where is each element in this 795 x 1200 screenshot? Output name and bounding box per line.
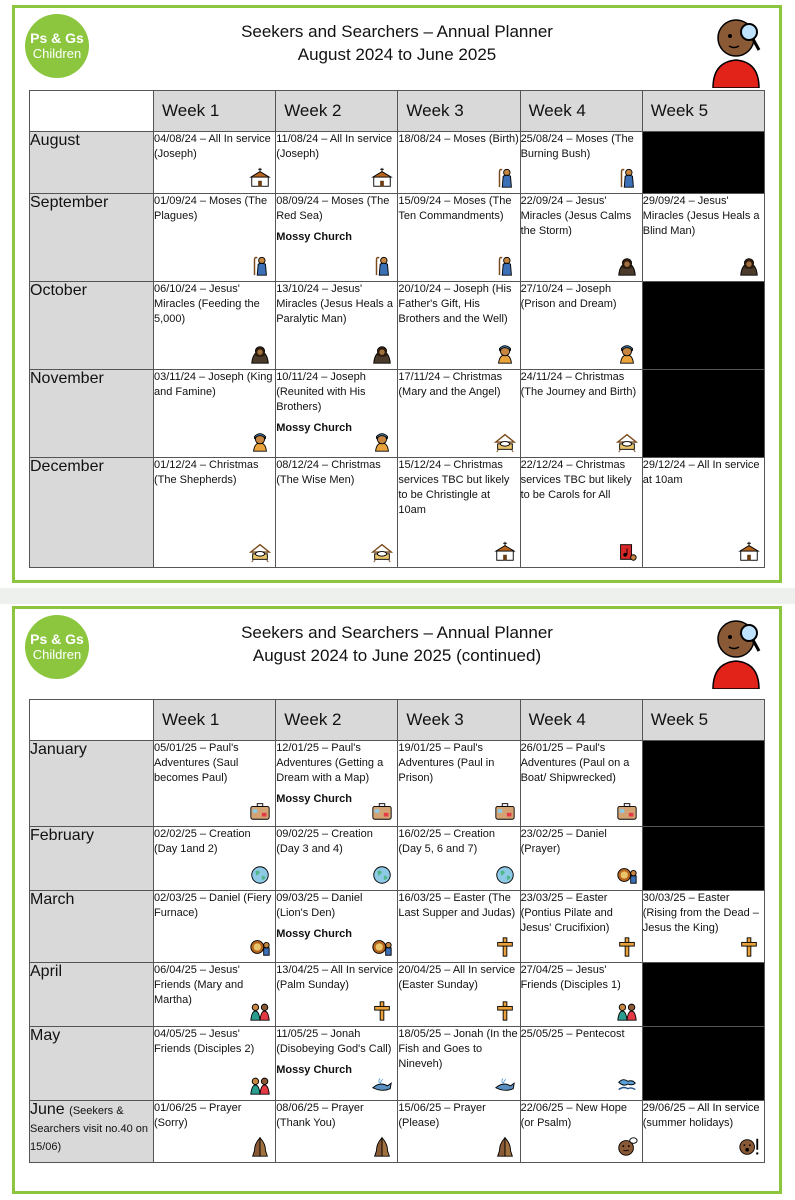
ps-gs-children-logo	[25, 14, 89, 78]
session-cell	[154, 963, 276, 1027]
session-text: 25/08/24 – Moses (The Burning Bush)	[520, 133, 634, 160]
session-text: 29/09/24 – Jesus' Miracles (Jesus Heals a Blind Man)	[642, 195, 760, 237]
session-cell	[520, 194, 642, 282]
session-cell	[642, 1101, 764, 1163]
month-row	[30, 827, 765, 891]
session-cell	[154, 458, 276, 568]
month-row	[30, 282, 765, 370]
blocked-cell	[642, 741, 764, 827]
session-text: 23/03/25 – Easter (Pontius Pilate and Jesus' Crucifixion)	[520, 892, 613, 934]
session-cell	[276, 1027, 398, 1101]
joseph-icon	[371, 431, 393, 453]
title-line-2: August 2024 to June 2025	[297, 45, 497, 64]
joseph-icon	[616, 343, 638, 365]
session-cell	[154, 891, 276, 963]
week-header: Week 4	[520, 91, 642, 132]
friends-icon	[249, 1000, 271, 1022]
page-title	[145, 621, 649, 667]
title-line-1: Seekers and Searchers – Annual Planner	[241, 22, 553, 41]
jesus-icon	[616, 255, 638, 277]
month-name: April	[30, 963, 63, 980]
manger-icon	[616, 431, 638, 453]
session-text: 04/05/25 – Jesus' Friends (Disciples 2)	[154, 1028, 255, 1055]
session-cell	[154, 1027, 276, 1101]
session-text: 09/03/25 – Daniel (Lion's Den)	[276, 892, 363, 919]
jesus-icon	[738, 255, 760, 277]
month-label	[30, 891, 154, 963]
session-cell	[154, 194, 276, 282]
session-cell	[154, 741, 276, 827]
month-label	[30, 132, 154, 194]
jesus-icon	[249, 343, 271, 365]
month-row	[30, 963, 765, 1027]
month-name: January	[30, 741, 87, 758]
blocked-cell	[642, 827, 764, 891]
session-cell	[154, 1101, 276, 1163]
session-cell	[398, 1101, 520, 1163]
session-cell	[520, 963, 642, 1027]
month-row	[30, 1027, 765, 1101]
session-cell	[276, 370, 398, 458]
manger-icon	[249, 541, 271, 563]
session-cell	[520, 827, 642, 891]
session-cell	[398, 132, 520, 194]
session-cell	[276, 132, 398, 194]
session-cell	[642, 891, 764, 963]
session-text: 05/01/25 – Paul's Adventures (Saul becomes Paul)	[154, 742, 239, 784]
month-label	[30, 1027, 154, 1101]
corner-cell	[30, 700, 154, 741]
month-row	[30, 891, 765, 963]
mossy-church-label: Mossy Church	[276, 231, 352, 243]
session-cell	[520, 1027, 642, 1101]
moses-icon	[249, 255, 271, 277]
session-cell	[154, 132, 276, 194]
session-cell	[276, 458, 398, 568]
session-cell	[276, 827, 398, 891]
mossy-church-label: Mossy Church	[276, 1064, 352, 1076]
suitcase-icon	[371, 800, 393, 822]
header-row	[30, 700, 765, 741]
session-cell	[276, 194, 398, 282]
month-note: (Seekers & Searchers visit no.40 on 15/06)	[30, 1105, 149, 1153]
session-cell	[154, 282, 276, 370]
month-name: August	[30, 132, 80, 149]
session-cell	[398, 282, 520, 370]
globe-icon	[494, 864, 516, 886]
blocked-cell	[642, 282, 764, 370]
month-label	[30, 458, 154, 568]
carol-book-icon	[616, 541, 638, 563]
month-row	[30, 132, 765, 194]
ps-gs-children-logo	[25, 615, 89, 679]
thinking-face-icon	[616, 1136, 638, 1158]
suitcase-icon	[494, 800, 516, 822]
week-header: Week 1	[154, 91, 276, 132]
week-header: Week 2	[276, 700, 398, 741]
whale-icon	[494, 1074, 516, 1096]
month-label	[30, 370, 154, 458]
month-name: June	[30, 1101, 65, 1118]
month-row	[30, 1101, 765, 1163]
session-text: 15/06/25 – Prayer (Please)	[398, 1102, 486, 1129]
week-header: Week 3	[398, 700, 520, 741]
mossy-church-label: Mossy Church	[276, 422, 352, 434]
planner-table-1	[29, 90, 765, 568]
mossy-church-label: Mossy Church	[276, 928, 352, 940]
session-cell	[398, 741, 520, 827]
session-text: 01/09/24 – Moses (The Plagues)	[154, 195, 268, 222]
session-text: 15/12/24 – Christmas services TBC but likely to be Christingle at 10am	[398, 459, 510, 516]
month-label	[30, 827, 154, 891]
lion-icon	[249, 936, 271, 958]
session-text: 06/10/24 – Jesus' Miracles (Feeding the 5,000)	[154, 283, 260, 325]
session-text: 10/11/24 – Joseph (Reunited with His Brothers)	[276, 371, 366, 413]
blocked-cell	[642, 132, 764, 194]
session-cell	[398, 194, 520, 282]
week-header: Week 1	[154, 700, 276, 741]
jesus-icon	[371, 343, 393, 365]
session-cell	[276, 891, 398, 963]
session-text: 27/10/24 – Joseph (Prison and Dream)	[520, 283, 617, 310]
session-cell	[642, 194, 764, 282]
week-header: Week 4	[520, 700, 642, 741]
page-title	[145, 20, 649, 66]
month-name: February	[30, 827, 95, 844]
whale-icon	[371, 1074, 393, 1096]
month-row	[30, 370, 765, 458]
suitcase-icon	[249, 800, 271, 822]
month-name: November	[30, 370, 104, 387]
logo-line-1: Ps & Gs	[30, 631, 84, 647]
session-text: 01/12/24 – Christmas (The Shepherds)	[154, 459, 259, 486]
globe-icon	[371, 864, 393, 886]
blocked-cell	[642, 370, 764, 458]
session-text: 02/02/25 – Creation (Day 1and 2)	[154, 828, 251, 855]
month-label	[30, 282, 154, 370]
session-cell	[154, 827, 276, 891]
church-icon	[249, 167, 271, 189]
month-name: May	[30, 1027, 61, 1044]
session-text: 30/03/25 – Easter (Rising from the Dead – Jesus the King)	[642, 892, 759, 934]
session-text: 12/01/25 – Paul's Adventures (Getting a Dream with a Map)	[276, 742, 384, 784]
session-text: 20/10/24 – Joseph (His Father's Gift, His Brothers and the Well)	[398, 283, 512, 325]
session-text: 11/08/24 – All In service (Joseph)	[276, 133, 393, 160]
session-text: 17/11/24 – Christmas (Mary and the Angel)	[398, 371, 503, 398]
moses-icon	[371, 255, 393, 277]
session-text: 29/06/25 – All In service (summer holidays)	[642, 1102, 760, 1129]
title-line-1: Seekers and Searchers – Annual Planner	[241, 623, 553, 642]
page-separator	[0, 588, 795, 604]
month-label	[30, 1101, 154, 1163]
mossy-church-label: Mossy Church	[276, 793, 352, 805]
month-row	[30, 194, 765, 282]
moses-icon	[494, 255, 516, 277]
session-text: 22/06/25 – New Hope (or Psalm)	[520, 1102, 627, 1129]
cross-icon	[494, 936, 516, 958]
manger-icon	[371, 541, 393, 563]
session-cell	[398, 1027, 520, 1101]
session-cell	[520, 741, 642, 827]
session-cell	[398, 963, 520, 1027]
session-text: 08/06/25 – Prayer (Thank You)	[276, 1102, 364, 1129]
session-text: 26/01/25 – Paul's Adventures (Paul on a Boat/ Shipwrecked)	[520, 742, 630, 784]
session-cell	[642, 458, 764, 568]
week-header: Week 5	[642, 91, 764, 132]
session-cell	[276, 282, 398, 370]
month-label	[30, 741, 154, 827]
wind-icon	[616, 1074, 638, 1096]
session-cell	[520, 1101, 642, 1163]
session-text: 06/04/25 – Jesus' Friends (Mary and Martha)	[154, 964, 244, 1006]
session-text: 24/11/24 – Christmas (The Journey and Birth)	[520, 371, 637, 398]
seeker-magnifier-icon	[705, 10, 767, 88]
globe-icon	[249, 864, 271, 886]
title-line-2: August 2024 to June 2025 (continued)	[252, 646, 542, 665]
session-text: 01/06/25 – Prayer (Sorry)	[154, 1102, 242, 1129]
session-cell	[398, 458, 520, 568]
session-cell	[276, 963, 398, 1027]
blocked-cell	[642, 963, 764, 1027]
session-text: 25/05/25 – Pentecost	[520, 1028, 625, 1040]
session-text: 08/09/24 – Moses (The Red Sea)	[276, 195, 390, 222]
session-text: 03/11/24 – Joseph (King and Famine)	[154, 371, 273, 398]
logo-line-2: Children	[32, 647, 82, 662]
session-cell	[520, 282, 642, 370]
praying-hands-icon	[249, 1136, 271, 1158]
session-cell	[520, 132, 642, 194]
corner-cell	[30, 91, 154, 132]
church-icon	[494, 541, 516, 563]
session-text: 19/01/25 – Paul's Adventures (Paul in Prison)	[398, 742, 495, 784]
week-header: Week 3	[398, 91, 520, 132]
month-name: October	[30, 282, 87, 299]
session-text: 20/04/25 – All In service (Easter Sunday)	[398, 964, 516, 991]
session-cell	[520, 891, 642, 963]
month-name: September	[30, 194, 109, 211]
header-row	[30, 91, 765, 132]
blocked-cell	[642, 1027, 764, 1101]
moses-icon	[616, 167, 638, 189]
session-cell	[398, 891, 520, 963]
church-icon	[738, 541, 760, 563]
session-cell	[398, 827, 520, 891]
month-label	[30, 963, 154, 1027]
logo-line-1: Ps & Gs	[30, 30, 84, 46]
session-text: 13/04/25 – All In service (Palm Sunday)	[276, 964, 393, 991]
lion-icon	[616, 864, 638, 886]
session-text: 18/08/24 – Moses (Birth)	[398, 133, 519, 145]
session-text: 08/12/24 – Christmas (The Wise Men)	[276, 459, 381, 486]
session-text: 13/10/24 – Jesus' Miracles (Jesus Heals a Paralytic Man)	[276, 283, 393, 325]
session-text: 02/03/25 – Daniel (Fiery Furnace)	[154, 892, 272, 919]
session-text: 18/05/25 – Jonah (In the Fish and Goes to Nineveh)	[398, 1028, 518, 1070]
friends-icon	[616, 1000, 638, 1022]
cross-icon	[616, 936, 638, 958]
cross-icon	[738, 936, 760, 958]
suitcase-icon	[616, 800, 638, 822]
joseph-icon	[249, 431, 271, 453]
logo-line-2: Children	[32, 46, 82, 61]
month-row	[30, 458, 765, 568]
praying-hands-icon	[494, 1136, 516, 1158]
church-icon	[371, 167, 393, 189]
session-text: 22/12/24 – Christmas services TBC but likely to be Carols for All	[520, 459, 632, 501]
planner-page-2	[12, 606, 782, 1194]
joseph-icon	[494, 343, 516, 365]
session-text: 11/05/25 – Jonah (Disobeying God's Call)	[276, 1028, 392, 1055]
month-name: December	[30, 458, 104, 475]
cross-icon	[371, 1000, 393, 1022]
session-text: 09/02/25 – Creation (Day 3 and 4)	[276, 828, 373, 855]
session-text: 23/02/25 – Daniel (Prayer)	[520, 828, 607, 855]
session-cell	[154, 370, 276, 458]
session-text: 16/03/25 – Easter (The Last Supper and Judas)	[398, 892, 516, 919]
week-header: Week 5	[642, 700, 764, 741]
session-text: 04/08/24 – All In service (Joseph)	[154, 133, 271, 160]
session-text: 15/09/24 – Moses (The Ten Commandments)	[398, 195, 512, 222]
week-header: Week 2	[276, 91, 398, 132]
cross-icon	[494, 1000, 516, 1022]
planner-page-1	[12, 5, 782, 583]
session-text: 16/02/25 – Creation (Day 5, 6 and 7)	[398, 828, 496, 855]
seeker-magnifier-icon	[705, 611, 767, 689]
session-cell	[398, 370, 520, 458]
session-cell	[276, 741, 398, 827]
session-cell	[276, 1101, 398, 1163]
session-cell	[520, 458, 642, 568]
manger-icon	[494, 431, 516, 453]
session-text: 22/09/24 – Jesus' Miracles (Jesus Calms the Storm)	[520, 195, 632, 237]
lion-icon	[371, 936, 393, 958]
month-label	[30, 194, 154, 282]
month-row	[30, 741, 765, 827]
surprised-face-icon	[738, 1136, 760, 1158]
session-text: 29/12/24 – All In service at 10am	[642, 459, 760, 486]
moses-icon	[494, 167, 516, 189]
planner-table-2	[29, 699, 765, 1163]
friends-icon	[249, 1074, 271, 1096]
praying-hands-icon	[371, 1136, 393, 1158]
session-cell	[520, 370, 642, 458]
month-name: March	[30, 891, 75, 908]
session-text: 27/04/25 – Jesus' Friends (Disciples 1)	[520, 964, 621, 991]
